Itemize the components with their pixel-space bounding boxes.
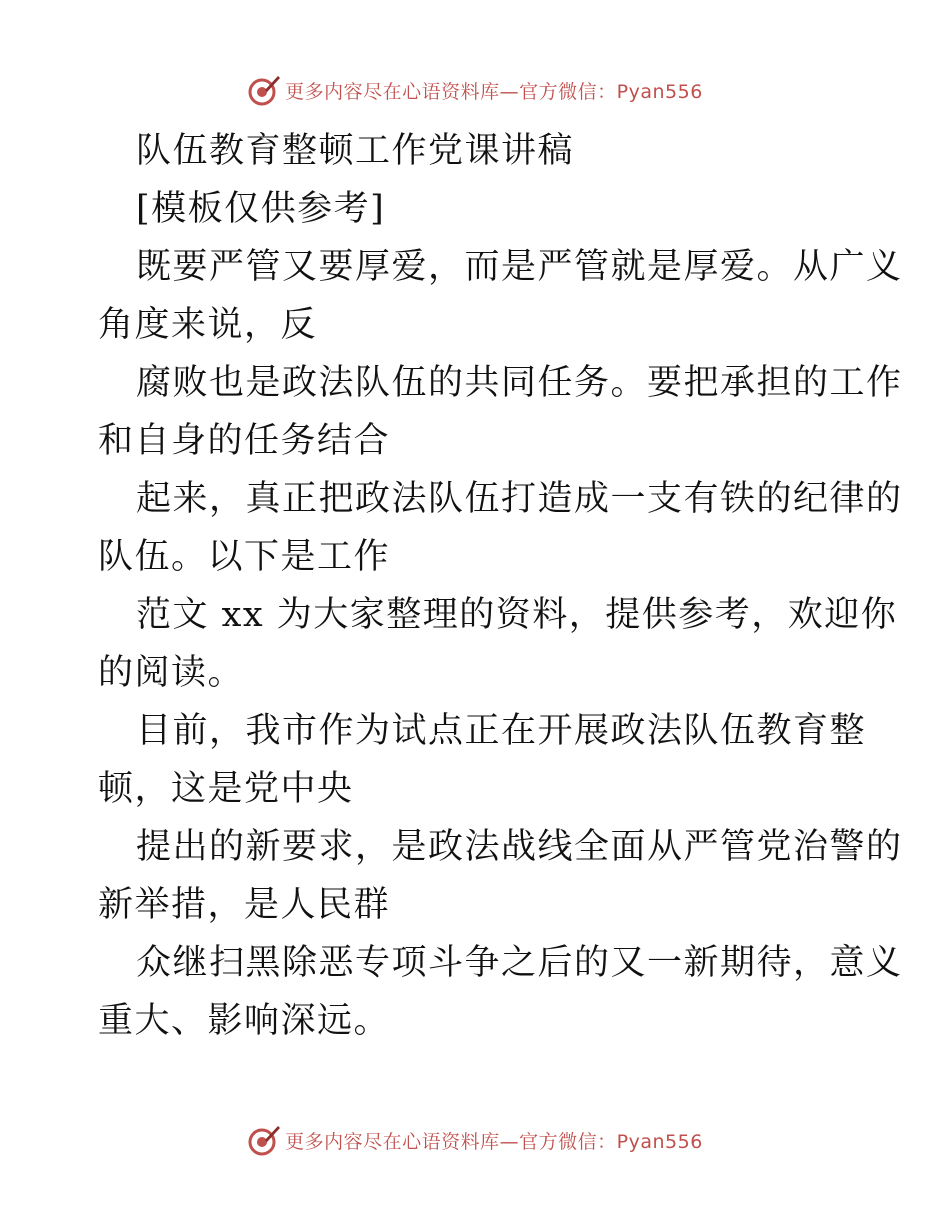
paragraph-line: 起来，真正把政法队伍打造成一支有铁的纪律的 — [136, 479, 903, 519]
paragraph-line: 众继扫黑除恶专项斗争之后的又一新期待，意义 — [136, 943, 903, 983]
paragraph-line: 队伍。以下是工作 — [98, 537, 391, 577]
header-banner-text: 更多内容尽在心语资料库—官方微信：Pyan556 — [285, 80, 703, 103]
header-banner — [0, 70, 950, 110]
paragraph-line: 新举措，是人民群 — [98, 885, 391, 925]
paragraph-line: 的阅读。 — [98, 653, 245, 693]
paragraph-line: 角度来说，反 — [98, 305, 318, 345]
paragraph-line: 目前，我市作为试点正在开展政法队伍教育整 — [136, 711, 867, 751]
document-body — [98, 122, 903, 1050]
footer-banner-text: 更多内容尽在心语资料库—官方微信：Pyan556 — [285, 1130, 703, 1153]
document-title: 队伍教育整顿工作党课讲稿 — [136, 131, 575, 171]
pen-logo-icon — [247, 73, 281, 107]
footer-banner — [0, 1120, 950, 1160]
paragraph-line: 和自身的任务结合 — [98, 421, 391, 461]
paragraph-line: 重大、影响深远。 — [98, 1001, 391, 1041]
paragraph-line: 范文 xx 为大家整理的资料，提供参考，欢迎你 — [136, 595, 898, 635]
document-subtitle: [模板仅供参考] — [136, 189, 386, 229]
paragraph-line: 腐败也是政法队伍的共同任务。要把承担的工作 — [136, 363, 903, 403]
paragraph-line: 顿，这是党中央 — [98, 769, 354, 809]
paragraph-line: 既要严管又要厚爱，而是严管就是厚爱。从广义 — [136, 247, 903, 287]
pen-logo-icon — [247, 1123, 281, 1157]
paragraph-line: 提出的新要求，是政法战线全面从严管党治警的 — [136, 827, 903, 867]
